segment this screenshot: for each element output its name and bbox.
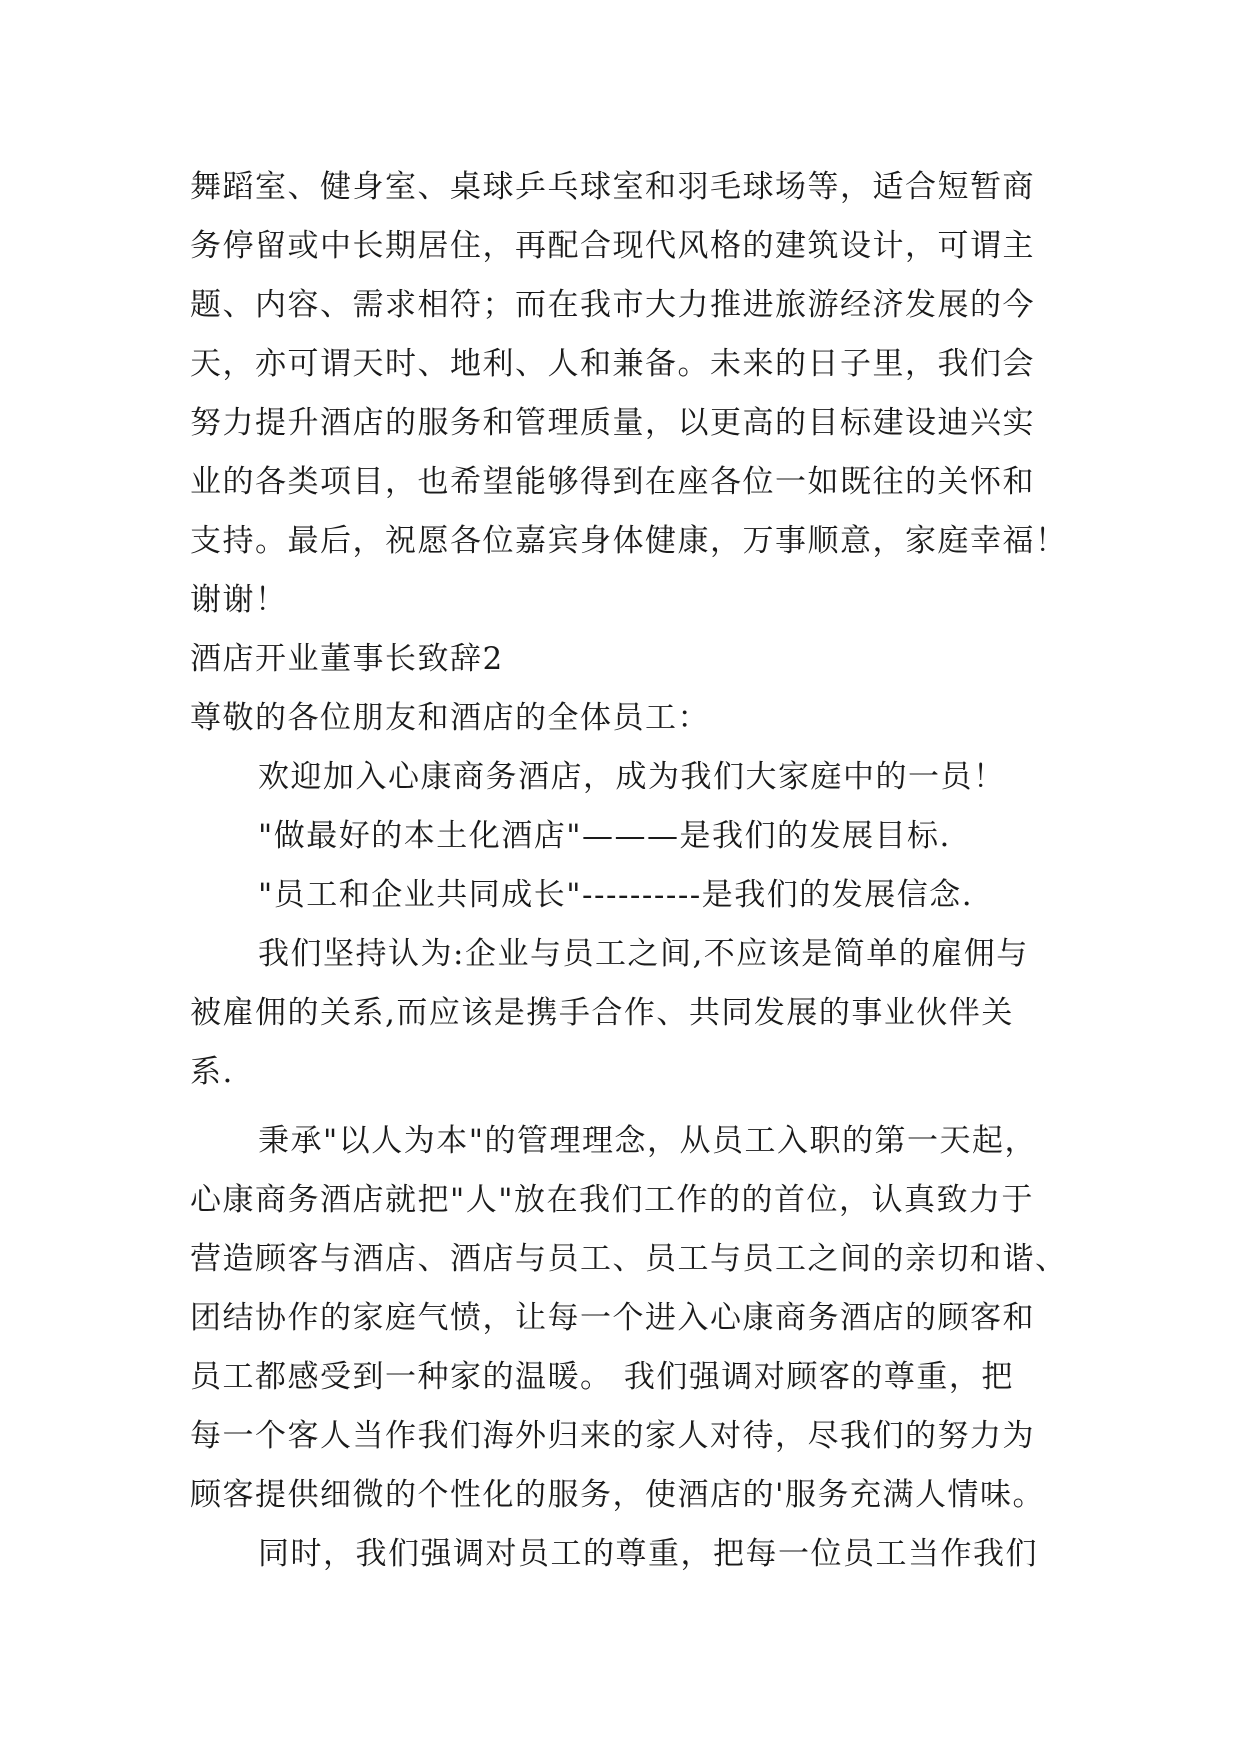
text-line: 营造顾客与酒店、酒店与员工、员工与员工之间的亲切和谐、	[190, 1241, 1068, 1277]
salutation: 尊敬的各位朋友和酒店的全体员工：	[190, 700, 710, 736]
text-line: 欢迎加入心康商务酒店，成为我们大家庭中的一员！	[258, 759, 1006, 795]
text-line: 每一个客人当作我们海外归来的家人对待，尽我们的努力为	[190, 1418, 1035, 1454]
text-line: 谢谢！	[190, 582, 288, 618]
text-line: 顾客提供细微的个性化的服务，使酒店的'服务充满人情味。	[190, 1477, 1046, 1513]
text-line: "员工和企业共同成长"----------是我们的发展信念.	[258, 877, 974, 913]
section-title: 酒店开业董事长致辞2	[190, 641, 504, 677]
text-line: 系.	[190, 1054, 234, 1090]
text-line: 舞蹈室、健身室、桌球乒乓球室和羽毛球场等，适合短暂商	[190, 169, 1035, 205]
text-line: 题、内容、需求相符；而在我市大力推进旅游经济发展的今	[190, 287, 1035, 323]
document-body	[190, 158, 1070, 1584]
text-line: 同时，我们强调对员工的尊重，把每一位员工当作我们	[258, 1536, 1038, 1572]
text-line: 业的各类项目，也希望能够得到在座各位一如既往的关怀和	[190, 464, 1035, 500]
text-line: 团结协作的家庭气愤，让每一个进入心康商务酒店的顾客和	[190, 1300, 1035, 1336]
text-line: 秉承"以人为本"的管理理念，从员工入职的第一天起，	[258, 1123, 1038, 1159]
text-line: 天，亦可谓天时、地利、人和兼备。未来的日子里，我们会	[190, 346, 1035, 382]
text-line: 员工都感受到一种家的温暖。 我们强调对顾客的尊重，把	[190, 1359, 1014, 1395]
text-line: 被雇佣的关系,而应该是携手合作、共同发展的事业伙伴关	[190, 995, 1014, 1031]
text-line: 努力提升酒店的服务和管理质量，以更高的目标建设迪兴实	[190, 405, 1035, 441]
text-line: 心康商务酒店就把"人"放在我们工作的的首位，认真致力于	[190, 1182, 1035, 1218]
text-line: "做最好的本土化酒店"———是我们的发展目标.	[258, 818, 951, 854]
text-line: 我们坚持认为:企业与员工之间,不应该是简单的雇佣与	[258, 936, 1029, 972]
text-line: 务停留或中长期居住，再配合现代风格的建筑设计，可谓主	[190, 228, 1035, 264]
text-line: 支持。最后，祝愿各位嘉宾身体健康，万事顺意，家庭幸福！	[190, 523, 1068, 559]
